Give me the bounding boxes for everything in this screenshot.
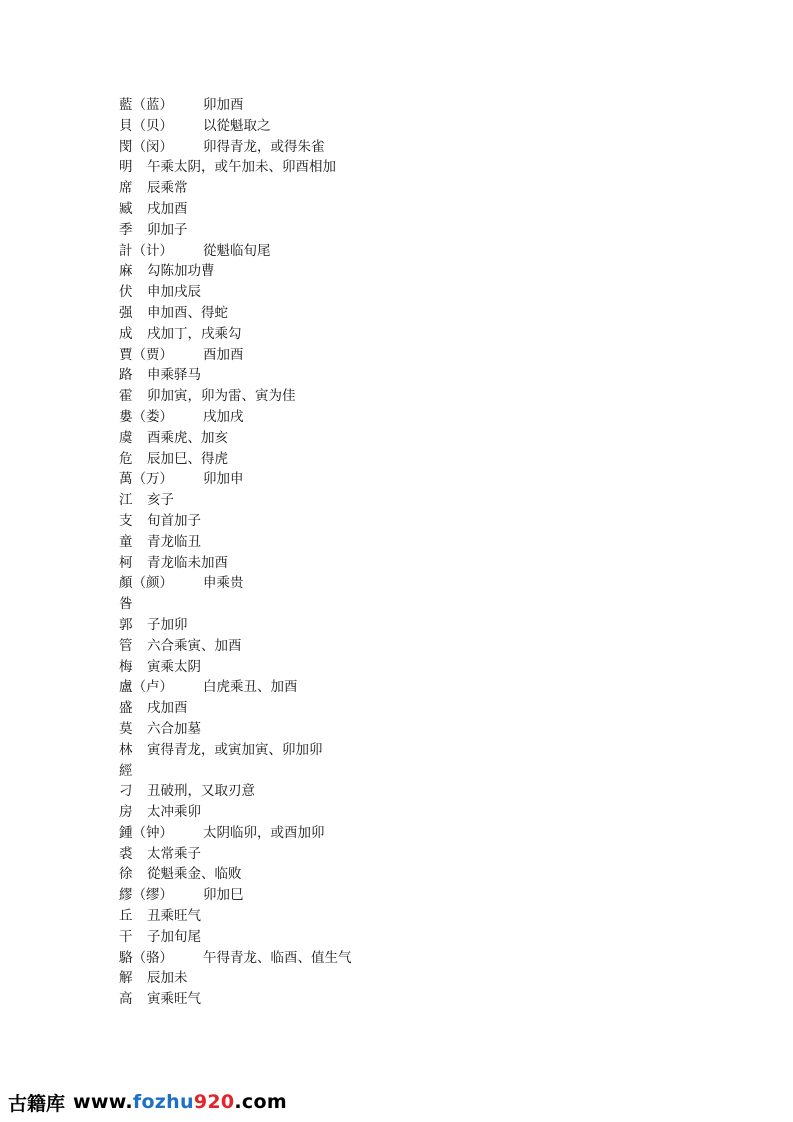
surname: 房 xyxy=(119,804,133,821)
surname-rule: 卯加子 xyxy=(147,221,188,238)
surname: 昝 xyxy=(119,596,133,613)
list-item xyxy=(119,802,679,823)
surname: 江 xyxy=(119,492,133,509)
surname: 徐 xyxy=(119,866,133,883)
surname: 莫 xyxy=(119,720,133,737)
list-item xyxy=(119,469,679,490)
surname: 强 xyxy=(119,304,133,321)
surname-rule: 勾陈加功曹 xyxy=(147,263,215,280)
surname-rule: 太冲乘卯 xyxy=(147,804,201,821)
surname-rule: 卯得青龙，或得朱雀 xyxy=(203,138,325,155)
surname: 顏（颜） xyxy=(119,575,173,592)
surname: 柯 xyxy=(119,554,133,571)
surname-list xyxy=(119,95,679,1010)
surname-rule: 卯加巳 xyxy=(203,887,244,904)
surname: 萬（万） xyxy=(119,471,173,488)
surname: 成 xyxy=(119,325,133,342)
surname-rule: 卯加寅，卯为雷、寅为佳 xyxy=(147,388,296,405)
list-item xyxy=(119,95,679,116)
url-suffix: .com xyxy=(234,1091,287,1113)
site-url[interactable] xyxy=(73,1091,287,1113)
list-item xyxy=(119,823,679,844)
surname: 繆（缪） xyxy=(119,887,173,904)
surname-rule: 午得青龙、临酉、值生气 xyxy=(203,949,352,966)
surname-rule: 太常乘子 xyxy=(147,845,201,862)
list-item xyxy=(119,553,679,574)
surname: 高 xyxy=(119,991,133,1008)
list-item xyxy=(119,282,679,303)
surname-rule: 青龙临未加酉 xyxy=(147,554,228,571)
list-item xyxy=(119,615,679,636)
list-item xyxy=(119,157,679,178)
url-domain-number: 920 xyxy=(193,1091,235,1113)
surname: 麻 xyxy=(119,263,133,280)
surname-rule: 酉加酉 xyxy=(203,346,244,363)
list-item xyxy=(119,594,679,615)
surname-rule: 戌加戌 xyxy=(203,408,244,425)
list-item xyxy=(119,719,679,740)
list-item xyxy=(119,241,679,262)
surname-rule: 戌加酉 xyxy=(147,700,188,717)
surname-rule: 從魁乘金、临败 xyxy=(147,866,242,883)
list-item xyxy=(119,657,679,678)
list-item xyxy=(119,927,679,948)
list-item xyxy=(119,740,679,761)
list-item xyxy=(119,137,679,158)
surname: 危 xyxy=(119,450,133,467)
list-item xyxy=(119,948,679,969)
surname-rule: 卯加酉 xyxy=(203,97,244,113)
list-item xyxy=(119,261,679,282)
surname-rule: 青龙临丑 xyxy=(147,533,201,550)
surname: 支 xyxy=(119,512,133,529)
surname-rule: 申乘驿马 xyxy=(147,367,201,384)
url-prefix: www. xyxy=(73,1091,133,1113)
list-item xyxy=(119,906,679,927)
list-item xyxy=(119,761,679,782)
list-item xyxy=(119,677,679,698)
list-item xyxy=(119,844,679,865)
list-item xyxy=(119,532,679,553)
surname: 駱（骆） xyxy=(119,949,173,966)
surname-rule: 六合加墓 xyxy=(147,720,201,737)
surname-rule: 申加酉、得蛇 xyxy=(147,304,228,321)
list-item xyxy=(119,116,679,137)
list-item xyxy=(119,885,679,906)
list-item xyxy=(119,698,679,719)
surname-rule: 辰乘常 xyxy=(147,180,188,197)
list-item xyxy=(119,303,679,324)
surname-rule: 六合乘寅、加酉 xyxy=(147,637,242,654)
list-item xyxy=(119,178,679,199)
surname-rule: 辰加巳、得虎 xyxy=(147,450,228,467)
surname: 計（计） xyxy=(119,242,173,259)
surname: 路 xyxy=(119,367,133,384)
surname-rule: 丑破刑，又取刃意 xyxy=(147,783,255,800)
surname-rule: 亥子 xyxy=(147,492,174,509)
surname: 藍（蓝） xyxy=(119,97,173,113)
surname: 林 xyxy=(119,741,133,758)
surname: 明 xyxy=(119,159,133,176)
surname: 霍 xyxy=(119,388,133,405)
surname: 解 xyxy=(119,970,133,987)
list-item xyxy=(119,449,679,470)
surname: 婁（娄） xyxy=(119,408,173,425)
surname: 盛 xyxy=(119,700,133,717)
surname-rule: 寅得青龙，或寅加寅、卯加卯 xyxy=(147,741,323,758)
surname-rule: 酉乘虎、加亥 xyxy=(147,429,228,446)
list-item xyxy=(119,407,679,428)
surname-rule: 寅乘旺气 xyxy=(147,991,201,1008)
list-item xyxy=(119,573,679,594)
site-name: 古籍库 xyxy=(8,1092,66,1115)
surname: 季 xyxy=(119,221,133,238)
surname-rule: 寅乘太阴 xyxy=(147,658,201,675)
list-item xyxy=(119,386,679,407)
list-item xyxy=(119,324,679,345)
list-item xyxy=(119,511,679,532)
list-item xyxy=(119,220,679,241)
surname: 刁 xyxy=(119,783,133,800)
url-domain-name: fozhu xyxy=(132,1091,194,1113)
surname-rule: 卯加申 xyxy=(203,471,244,488)
list-item xyxy=(119,864,679,885)
surname-rule: 從魁临旬尾 xyxy=(203,242,271,259)
list-item xyxy=(119,199,679,220)
list-item xyxy=(119,636,679,657)
surname: 郭 xyxy=(119,616,133,633)
surname-rule: 白虎乘丑、加酉 xyxy=(203,679,298,696)
surname-rule: 申乘贵 xyxy=(203,575,244,592)
surname: 虞 xyxy=(119,429,133,446)
surname: 閔（闵） xyxy=(119,138,173,155)
surname: 裘 xyxy=(119,845,133,862)
list-item xyxy=(119,365,679,386)
footer-watermark xyxy=(8,1089,287,1115)
list-item xyxy=(119,968,679,989)
list-item xyxy=(119,345,679,366)
surname-rule: 戌加丁，戌乘勾 xyxy=(147,325,242,342)
surname: 席 xyxy=(119,180,133,197)
list-item xyxy=(119,989,679,1010)
surname-rule: 辰加未 xyxy=(147,970,188,987)
surname-rule: 以從魁取之 xyxy=(203,117,271,134)
surname-rule: 丑乘旺气 xyxy=(147,908,201,925)
surname: 童 xyxy=(119,533,133,550)
surname: 貝（贝） xyxy=(119,117,173,134)
surname: 臧 xyxy=(119,200,133,217)
surname: 賈（贾） xyxy=(119,346,173,363)
surname: 管 xyxy=(119,637,133,654)
surname-rule: 旬首加子 xyxy=(147,512,201,529)
surname: 經 xyxy=(119,762,133,779)
surname-rule: 午乘太阴，或午加未、卯酉相加 xyxy=(147,159,336,176)
surname: 梅 xyxy=(119,658,133,675)
surname: 盧（卢） xyxy=(119,679,173,696)
list-item xyxy=(119,781,679,802)
list-item xyxy=(119,490,679,511)
surname-rule: 太阴临卯，或酉加卯 xyxy=(203,824,325,841)
surname-rule: 戌加酉 xyxy=(147,200,188,217)
surname-rule: 子加卯 xyxy=(147,616,188,633)
surname: 鍾（钟） xyxy=(119,824,173,841)
surname-rule: 子加旬尾 xyxy=(147,928,201,945)
surname-rule: 申加戌辰 xyxy=(147,284,201,301)
surname: 丘 xyxy=(119,908,133,925)
surname: 干 xyxy=(119,928,133,945)
surname: 伏 xyxy=(119,284,133,301)
list-item xyxy=(119,428,679,449)
